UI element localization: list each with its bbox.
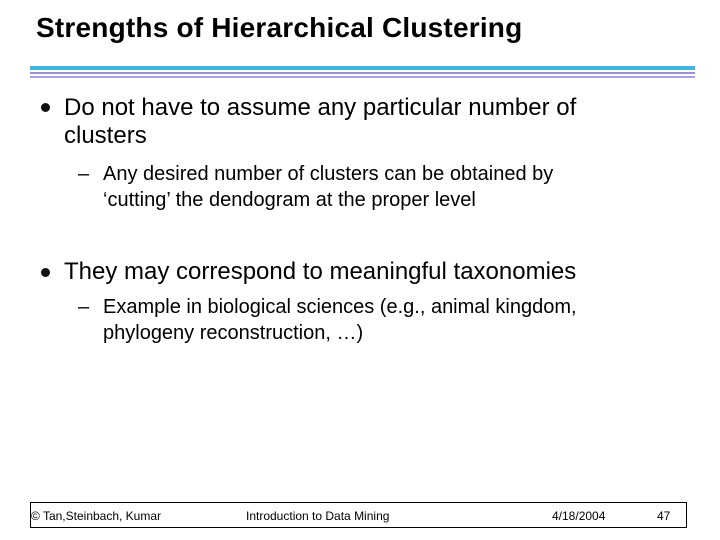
sub-bullet-dash-icon: – — [78, 296, 90, 318]
sub-bullet-2-text-line-2: phylogeny reconstruction, …) — [103, 322, 364, 344]
sub-bullet-1-text-line-1: Any desired number of clusters can be obtained by — [103, 163, 554, 185]
footer-date: 4/18/2004 — [552, 509, 606, 523]
title-underline-thin — [30, 72, 695, 74]
title-underline-thin — [30, 76, 695, 78]
bullet-dot-icon — [41, 268, 50, 277]
title-underline-thick — [30, 66, 695, 70]
slide-title: Strengths of Hierarchical Clustering — [36, 12, 523, 43]
bullet-2-text: They may correspond to meaningful taxonomies — [64, 258, 577, 285]
footer-course-title: Introduction to Data Mining — [246, 509, 390, 523]
sub-bullet-2-text-line-1: Example in biological sciences (e.g., animal kingdom, — [103, 296, 577, 318]
bullet-1-text-line-1: Do not have to assume any particular number of — [64, 94, 577, 121]
footer-author: © Tan,Steinbach, Kumar — [31, 509, 162, 523]
sub-bullet-1-text-line-2: ‘cutting’ the dendogram at the proper level — [103, 189, 476, 211]
slide-footer — [30, 502, 687, 528]
footer-page-number: 47 — [657, 509, 671, 523]
sub-bullet-dash-icon: – — [78, 163, 90, 185]
bullet-1-text-line-2: clusters — [64, 122, 147, 149]
bullet-dot-icon — [41, 103, 50, 112]
